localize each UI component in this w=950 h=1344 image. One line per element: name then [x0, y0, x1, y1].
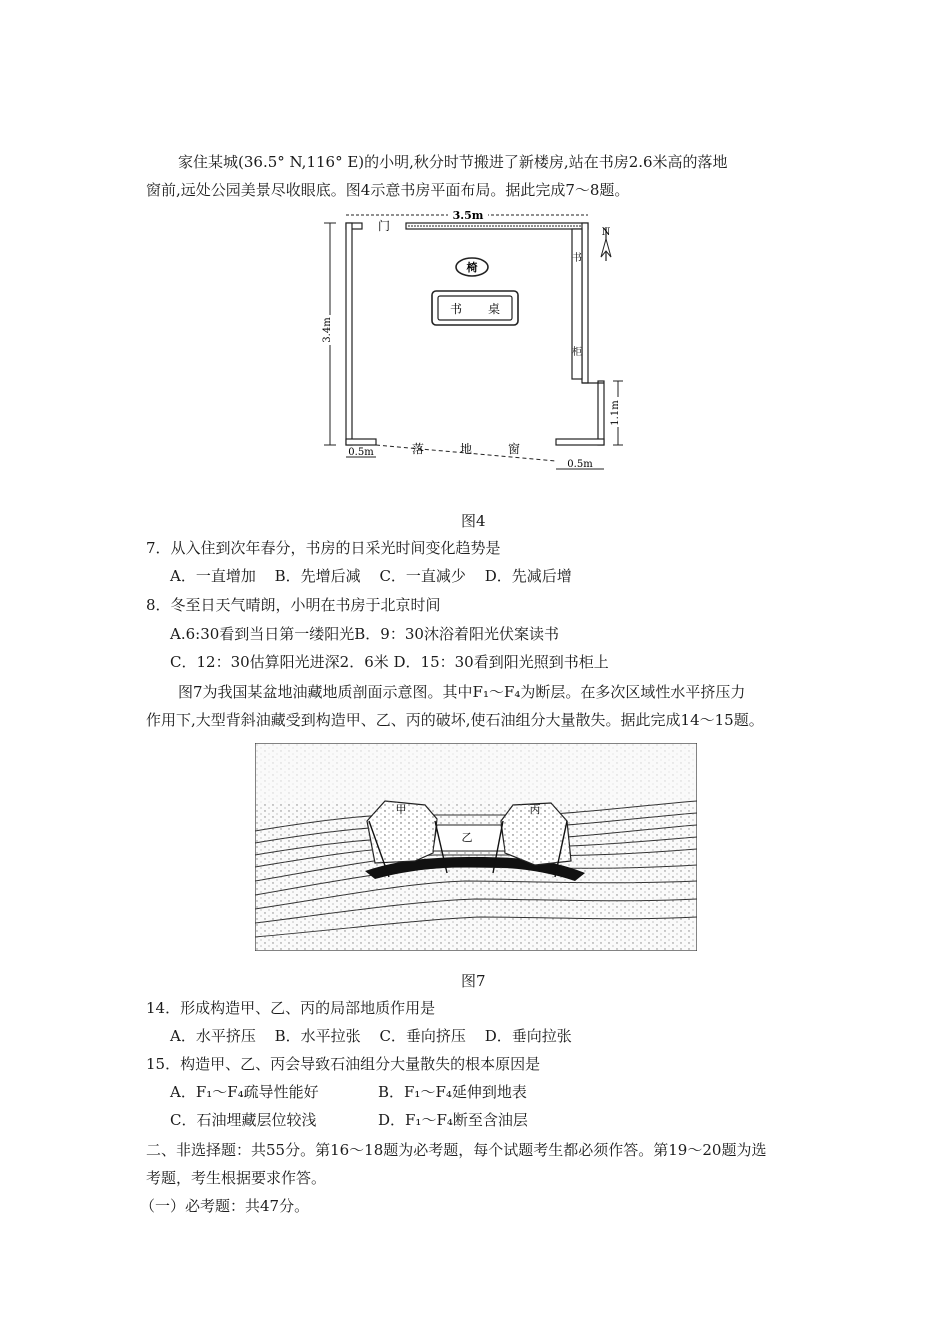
q7-stem: 7．从入住到次年春分，书房的日采光时间变化趋势是 [146, 539, 501, 557]
section2-line2: 考题，考生根据要求作答。 [146, 1169, 327, 1187]
q15-stem: 15．构造甲、乙、丙会导致石油组分大量散失的根本原因是 [146, 1055, 541, 1073]
q14-option-c: C．垂向挤压 [379, 1027, 466, 1045]
q7-option-d: D．先减后增 [484, 567, 572, 585]
side-label: 1.1m [610, 400, 621, 426]
q7-option-a: A．一直增加 [170, 567, 256, 585]
intro1-line1: 家住某城(36.5° N,116° E)的小明,秋分时节搬进了新楼房,站在书房2.6米高的落地 [178, 153, 728, 171]
north-label: N [601, 227, 611, 238]
q15-option-c: C．石油埋藏层位较浅 [170, 1111, 317, 1129]
figure-4-floor-plan [320, 205, 630, 480]
height-label: 3.4m [322, 317, 333, 343]
q15-option-a: A．F₁～F₄疏导性能好 [170, 1083, 319, 1101]
q7-option-b: B．先增后减 [274, 567, 361, 585]
figure-7-geologic-section [255, 743, 697, 951]
label-bing: 丙 [529, 803, 541, 816]
figure-7-caption: 图7 [461, 972, 486, 990]
q14-options [170, 1026, 586, 1046]
bottom-left-label: 0.5m [348, 447, 374, 458]
q14-option-d: D．垂向拉张 [484, 1027, 572, 1045]
q15-option-b: B．F₁～F₄延伸到地表 [378, 1083, 527, 1101]
shelf-label-1: 书 [572, 253, 582, 264]
section2-line1: 二、非选择题：共55分。第16～18题为必考题，每个试题考生都必须作答。第19～20题为选 [146, 1141, 767, 1159]
q7-options [170, 566, 586, 586]
intro2-line1: 图7为我国某盆地油藏地质剖面示意图。其中F₁～F₄为断层。在多次区域性水平挤压力 [178, 683, 746, 701]
bottom-right-label: 0.5m [567, 459, 593, 470]
figure-4-caption: 图4 [461, 512, 486, 530]
desk-label-2: 桌 [487, 302, 501, 316]
q8-options-line1: A.6:30看到当日第一缕阳光B．9：30沐浴着阳光伏案读书 [170, 625, 559, 643]
intro1-line2: 窗前,远处公园美景尽收眼底。图4示意书房平面布局。据此完成7～8题。 [146, 181, 630, 199]
section2-line3: （一）必考题：共47分。 [140, 1197, 310, 1215]
door-label: 门 [377, 219, 391, 233]
desk-label-1: 书 [449, 302, 463, 316]
intro2-line2: 作用下,大型背斜油藏受到构造甲、乙、丙的破坏,使石油组分大量散失。据此完成14～15题。 [146, 711, 764, 729]
chair-label: 椅 [466, 261, 478, 274]
label-yi: 乙 [461, 831, 473, 844]
q15-option-d: D．F₁～F₄断至含油层 [378, 1111, 528, 1129]
q8-options-line2: C．12：30估算阳光进深2．6米 D．15：30看到阳光照到书柜上 [170, 653, 609, 671]
width-label: 3.5m [452, 209, 484, 222]
q14-stem: 14．形成构造甲、乙、丙的局部地质作用是 [146, 999, 436, 1017]
q8-stem: 8．冬至日天气晴朗，小明在书房于北京时间 [146, 596, 441, 614]
window-label-1: 落 [411, 442, 425, 456]
window-label-2: 地 [459, 442, 473, 456]
window-label-3: 窗 [507, 442, 521, 456]
q7-option-c: C．一直减少 [379, 567, 466, 585]
shelf-label-2: 柜 [572, 347, 582, 358]
q14-option-b: B．水平拉张 [274, 1027, 361, 1045]
label-jia: 甲 [395, 803, 407, 816]
q14-option-a: A．水平挤压 [170, 1027, 256, 1045]
